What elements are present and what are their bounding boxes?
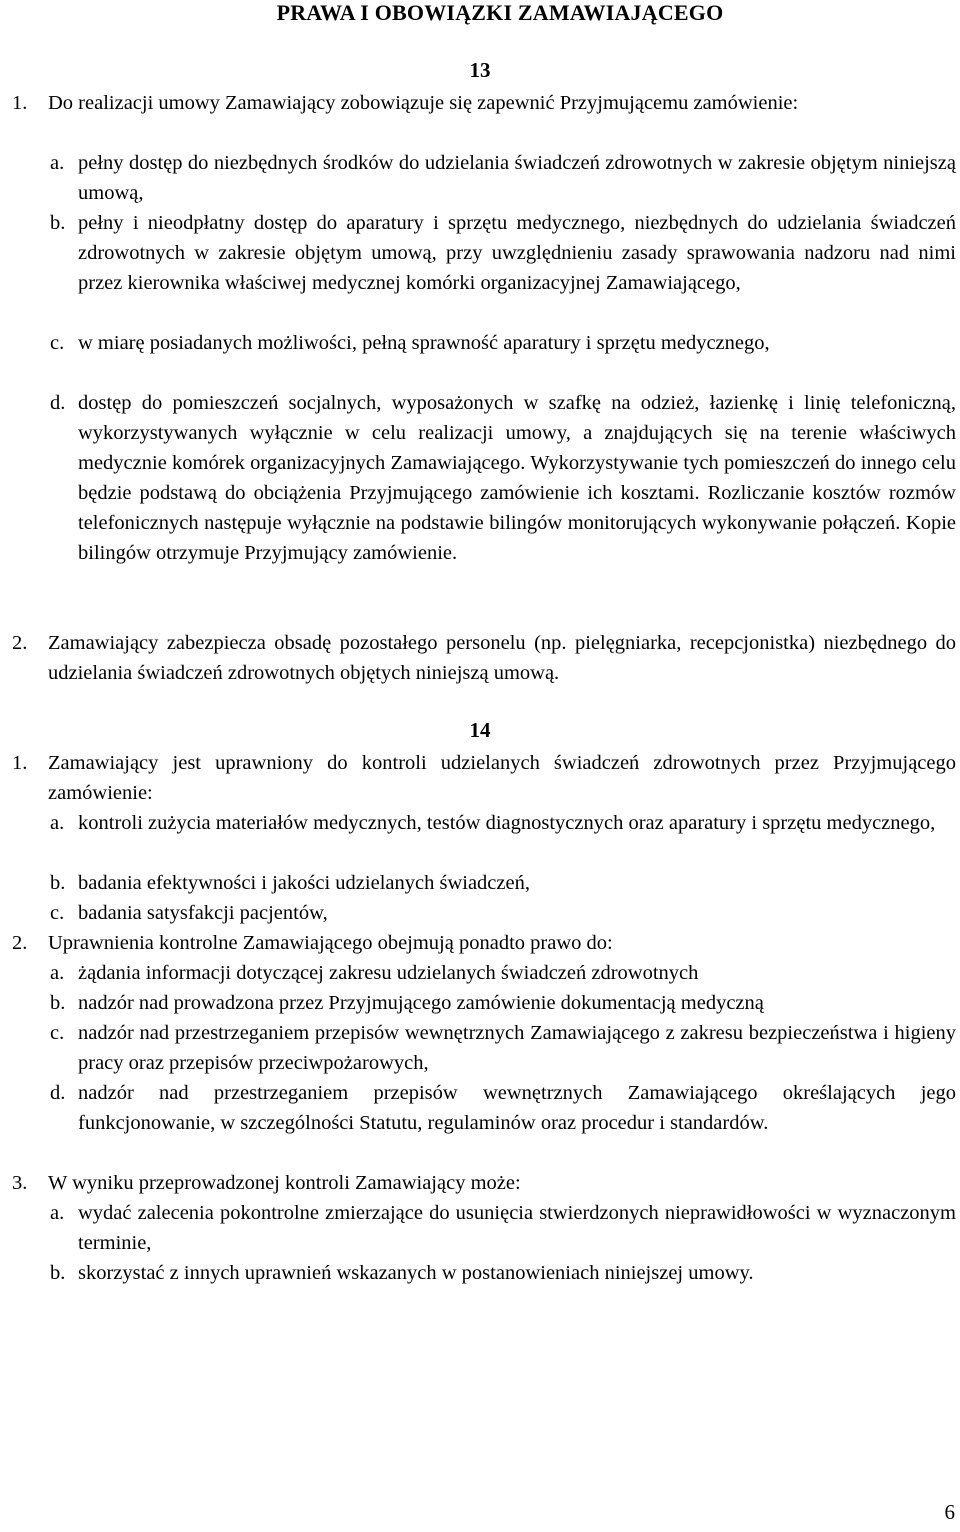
item-marker: 2. [12, 932, 28, 954]
item-marker: b. [50, 992, 66, 1014]
item-text: Uprawnienia kontrolne Zamawiającego obejmują ponadto prawo do: [48, 932, 613, 954]
page-number: 6 [944, 1500, 955, 1524]
item-marker: 2. [12, 632, 28, 654]
document-title: PRAWA I OBOWIĄZKI ZAMAWIAJĄCEGO [276, 0, 724, 25]
list-item [50, 808, 956, 838]
list-item [12, 88, 956, 118]
item-marker: a. [50, 962, 65, 984]
item-text: nadzór nad przestrzeganiem przepisów wewnętrznych Zamawiającego określających jego funkcjonowanie, w szczególności Statutu, regulaminów oraz procedur i standardów. [78, 1082, 956, 1134]
item-text: pełny i nieodpłatny dostęp do aparatury i sprzętu medycznego, niezbędnych do udzielania świadczeń zdrowotnych w zakresie objętym umową, przy uwzględnieniu zasady sprawowania nadzoru nad nimi przez kierownika właściwej medycznej komórki organizacyjnej Zamawiającego, [78, 212, 956, 294]
item-text: Do realizacji umowy Zamawiający zobowiązuje się zapewnić Przyjmującemu zamówienie: [48, 92, 799, 114]
list-item [12, 928, 956, 958]
item-text: nadzór nad przestrzeganiem przepisów wewnętrznych Zamawiającego z zakresu bezpieczeństwa i higieny pracy oraz przepisów przeciwpożarowych, [78, 1022, 956, 1074]
list-item [50, 1198, 956, 1258]
item-marker: b. [50, 212, 66, 234]
list-item [50, 1258, 956, 1288]
item-marker: 1. [12, 752, 28, 774]
item-text: dostęp do pomieszczeń socjalnych, wyposażonych w szafkę na odzież, łazienkę i linię telefoniczną, wykorzystywanych wyłącznie w celu realizacji umowy, a znajdujących się na terenie właściwych medycznie komórek organizacyjnych Zamawiającego. Wykorzystywanie tych pomieszczeń do innego celu będzie podstawą do obciążenia Przyjmującego zamówienie ich kosztami. Rozliczanie kosztów rozmów telefonicznych następuje wyłącznie na podstawie bilingów monitorujących wykonywanie połączeń. Kopie bilingów otrzymuje Przyjmujący zamówienie. [78, 392, 956, 564]
list-item [50, 988, 956, 1018]
list-item [12, 748, 956, 808]
list-item [50, 148, 956, 208]
item-marker: a. [50, 812, 65, 834]
list-item [50, 868, 956, 898]
item-marker: c. [50, 332, 65, 354]
item-text: żądania informacji dotyczącej zakresu udzielanych świadczeń zdrowotnych [78, 962, 699, 984]
item-marker: 3. [12, 1172, 28, 1194]
list-item [50, 1018, 956, 1078]
item-text: nadzór nad prowadzona przez Przyjmującego zamówienie dokumentacją medyczną [78, 992, 764, 1014]
list-item [50, 208, 956, 298]
section-heading: 13 [469, 58, 491, 82]
item-marker: c. [50, 1022, 65, 1044]
item-marker: a. [50, 1202, 65, 1224]
item-text: badania satysfakcji pacjentów, [78, 902, 328, 924]
item-text: Zamawiający zabezpiecza obsadę pozostałego personelu (np. pielęgniarka, recepcjonistka) niezbędnego do udzielania świadczeń zdrowotnych objętych niniejszą umową. [48, 632, 956, 684]
item-text: badania efektywności i jakości udzielanych świadczeń, [78, 872, 530, 894]
section-heading: 14 [469, 718, 491, 742]
list-item [50, 1078, 956, 1138]
list-item [50, 958, 956, 988]
item-text: w miarę posiadanych możliwości, pełną sprawność aparatury i sprzętu medycznego, [78, 332, 770, 354]
item-text: skorzystać z innych uprawnień wskazanych w postanowieniach niniejszej umowy. [78, 1262, 754, 1284]
item-text: wydać zalecenia pokontrolne zmierzające do usunięcia stwierdzonych nieprawidłowości w wyznaczonym terminie, [78, 1202, 956, 1254]
item-text: kontroli zużycia materiałów medycznych, testów diagnostycznych oraz aparatury i sprzętu medycznego, [78, 812, 936, 834]
item-marker: b. [50, 1262, 66, 1284]
list-item [12, 628, 956, 688]
item-marker: b. [50, 872, 66, 894]
item-marker: a. [50, 152, 65, 174]
item-text: Zamawiający jest uprawniony do kontroli udzielanych świadczeń zdrowotnych przez Przyjmującego zamówienie: [48, 752, 956, 804]
list-item [50, 328, 956, 358]
list-item [12, 1168, 956, 1198]
item-marker: 1. [12, 92, 28, 114]
item-text: pełny dostęp do niezbędnych środków do udzielania świadczeń zdrowotnych w zakresie objętym niniejszą umową, [78, 152, 956, 204]
item-marker: c. [50, 902, 65, 924]
list-item [50, 388, 956, 568]
list-item [50, 898, 956, 928]
item-marker: d. [50, 392, 66, 414]
item-text: W wyniku przeprowadzonej kontroli Zamawiający może: [48, 1172, 521, 1194]
item-marker: d. [50, 1082, 66, 1104]
